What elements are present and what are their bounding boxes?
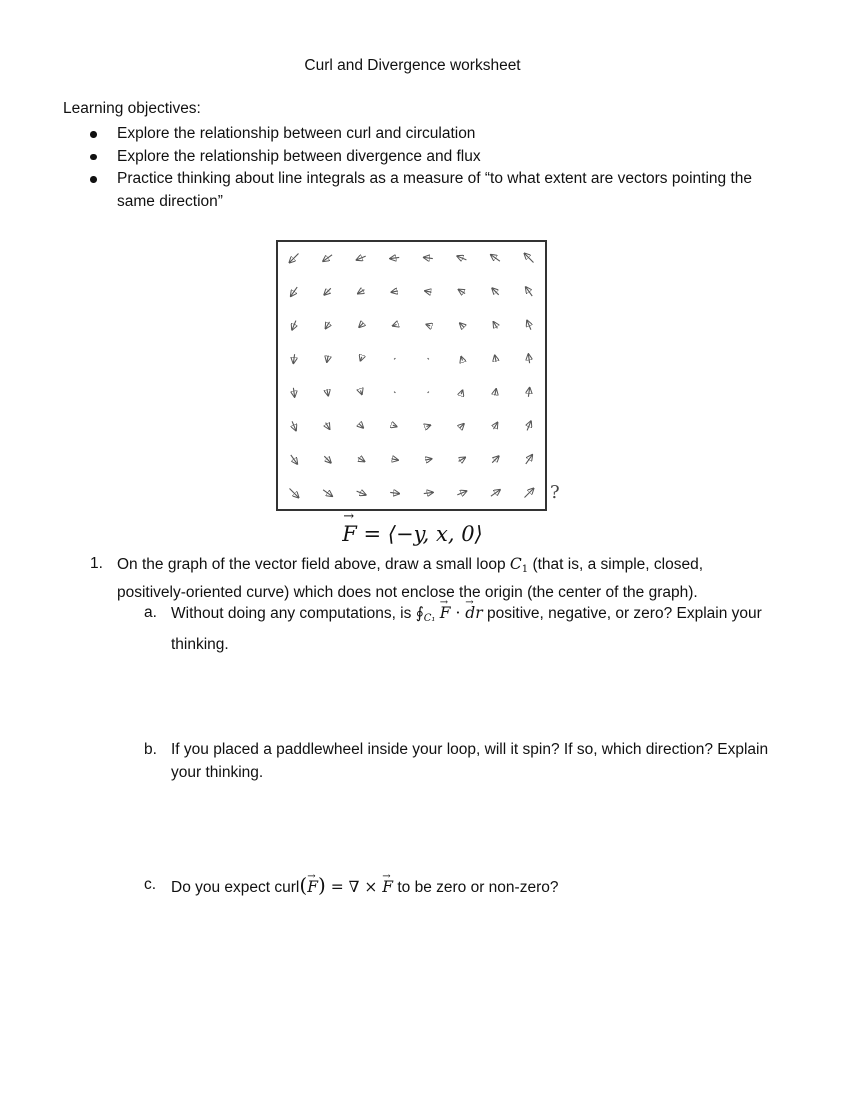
field-formula — [0, 522, 825, 546]
field-arrow — [390, 492, 399, 493]
vector-field-plot — [276, 240, 547, 511]
field-arrow — [357, 491, 366, 495]
field-arrow — [392, 459, 398, 460]
field-arrow — [291, 287, 297, 296]
integrand-f: → F — [440, 600, 451, 626]
question-1b — [144, 738, 784, 784]
field-arrow — [459, 458, 466, 462]
field-arrow — [357, 256, 366, 260]
question-number: 1. — [90, 555, 103, 572]
field-arrow — [361, 390, 362, 394]
field-arrow — [459, 290, 466, 294]
field-arrow — [290, 489, 299, 498]
subquestion-text-part: Do you expect curl — [171, 879, 300, 896]
question-text-part: On the graph of the vector field above, draw a small loop — [117, 556, 510, 573]
subquestion-text: If you placed a paddlewheel inside your loop, will it spin? If so, which direction? Explain your thinking. — [171, 741, 769, 781]
field-arrow — [491, 255, 500, 261]
field-arrow — [527, 321, 531, 330]
objectives-heading: Learning objectives: — [63, 100, 201, 117]
field-arrow — [528, 354, 529, 363]
field-arrow — [457, 491, 466, 495]
subquestion-label: a. — [144, 604, 157, 621]
field-arrow — [327, 389, 328, 395]
contour-integral-symbol: ∮ — [415, 604, 424, 622]
field-arrow — [323, 255, 332, 261]
field-arrow — [359, 323, 363, 327]
worksheet-title: Curl and Divergence worksheet — [304, 57, 521, 74]
field-arrow — [358, 290, 365, 294]
field-arrow — [392, 291, 398, 292]
field-arrow — [428, 392, 429, 393]
loop-symbol: C — [509, 555, 522, 573]
field-arrow — [526, 455, 532, 464]
field-arrow — [424, 257, 433, 258]
question-1a — [144, 600, 784, 658]
field-arrow — [358, 458, 365, 462]
question-1c — [144, 872, 784, 901]
field-arrow — [461, 357, 462, 361]
field-arrow — [394, 358, 395, 359]
field-arrow — [324, 288, 331, 295]
field-arrow — [528, 388, 529, 397]
objectives-list — [63, 123, 763, 213]
subquestion-text-part: to be zero or non-zero? — [393, 879, 559, 896]
field-arrow — [428, 358, 429, 359]
field-arrow — [359, 424, 363, 428]
nabla-cross: = ∇ × — [325, 878, 383, 896]
question-text — [90, 553, 770, 604]
field-arrow — [460, 323, 464, 327]
field-arrow — [492, 456, 499, 463]
field-arrow — [324, 456, 331, 463]
field-arrow — [527, 421, 531, 430]
field-arrow — [290, 254, 299, 263]
formula-rhs: = ⟨−y, x, 0⟩ — [363, 522, 483, 546]
subquestion-label: c. — [144, 876, 157, 893]
subquestion-text — [144, 600, 784, 658]
subquestion-label: b. — [144, 741, 157, 758]
field-arrow — [292, 321, 296, 330]
objective-item: Practice thinking about line integrals as a measure of “to what extent are vectors pointing the same direction” — [63, 168, 763, 213]
question-1 — [90, 553, 770, 604]
field-arrow — [495, 389, 496, 395]
field-arrow — [492, 288, 499, 295]
field-arrow — [291, 455, 297, 464]
vector-field-svg — [278, 242, 545, 509]
field-arrow — [394, 392, 395, 393]
field-arrow — [457, 256, 466, 260]
field-arrow — [525, 254, 534, 263]
field-arrow — [361, 357, 362, 361]
field-arrow — [426, 425, 430, 426]
subquestion-text-part: positive, negative, or zero? Explain your thinking. — [171, 605, 762, 653]
field-arrow — [393, 425, 397, 426]
integral-subscript: C₁ — [423, 613, 436, 624]
field-arrow — [461, 390, 462, 394]
formula-vector-f: → F — [342, 522, 357, 546]
curl-vector-f: → F — [307, 874, 318, 900]
field-arrow — [327, 356, 328, 362]
field-arrow — [425, 291, 431, 292]
curl-vector-f2: → F — [382, 874, 393, 900]
paren-close: ) — [317, 873, 326, 897]
field-arrow — [526, 287, 532, 296]
field-arrow — [293, 388, 294, 397]
field-arrow — [292, 421, 296, 430]
field-arrow — [390, 257, 399, 258]
field-arrow — [326, 423, 330, 430]
field-arrow — [525, 489, 534, 498]
field-arrow — [495, 356, 496, 362]
subquestion-text — [144, 872, 784, 901]
dot-operator: · — [450, 604, 466, 622]
subquestion-text-part: Without doing any computations, is — [171, 605, 416, 622]
field-arrow — [426, 325, 430, 326]
field-arrow — [491, 490, 500, 496]
handwritten-mark: ? — [550, 482, 560, 503]
loop-subscript: 1 — [521, 564, 529, 575]
integrand-dr: → dr — [465, 600, 482, 626]
field-arrow — [425, 459, 431, 460]
field-arrow — [393, 325, 397, 326]
field-arrow — [293, 354, 294, 363]
field-arrow — [424, 492, 433, 493]
objective-item: Explore the relationship between divergence and flux — [63, 146, 763, 169]
field-arrow — [460, 424, 464, 428]
field-arrow — [323, 490, 332, 496]
field-arrow — [494, 423, 498, 430]
field-arrow — [326, 322, 330, 329]
paren-open: ( — [299, 873, 308, 897]
question-text-part: (that is, a simple, closed, positively-oriented curve) which does not enclose the origin (the center of the graph). — [117, 556, 704, 601]
objective-item: Explore the relationship between curl and circulation — [63, 123, 763, 146]
field-arrow — [494, 322, 498, 329]
